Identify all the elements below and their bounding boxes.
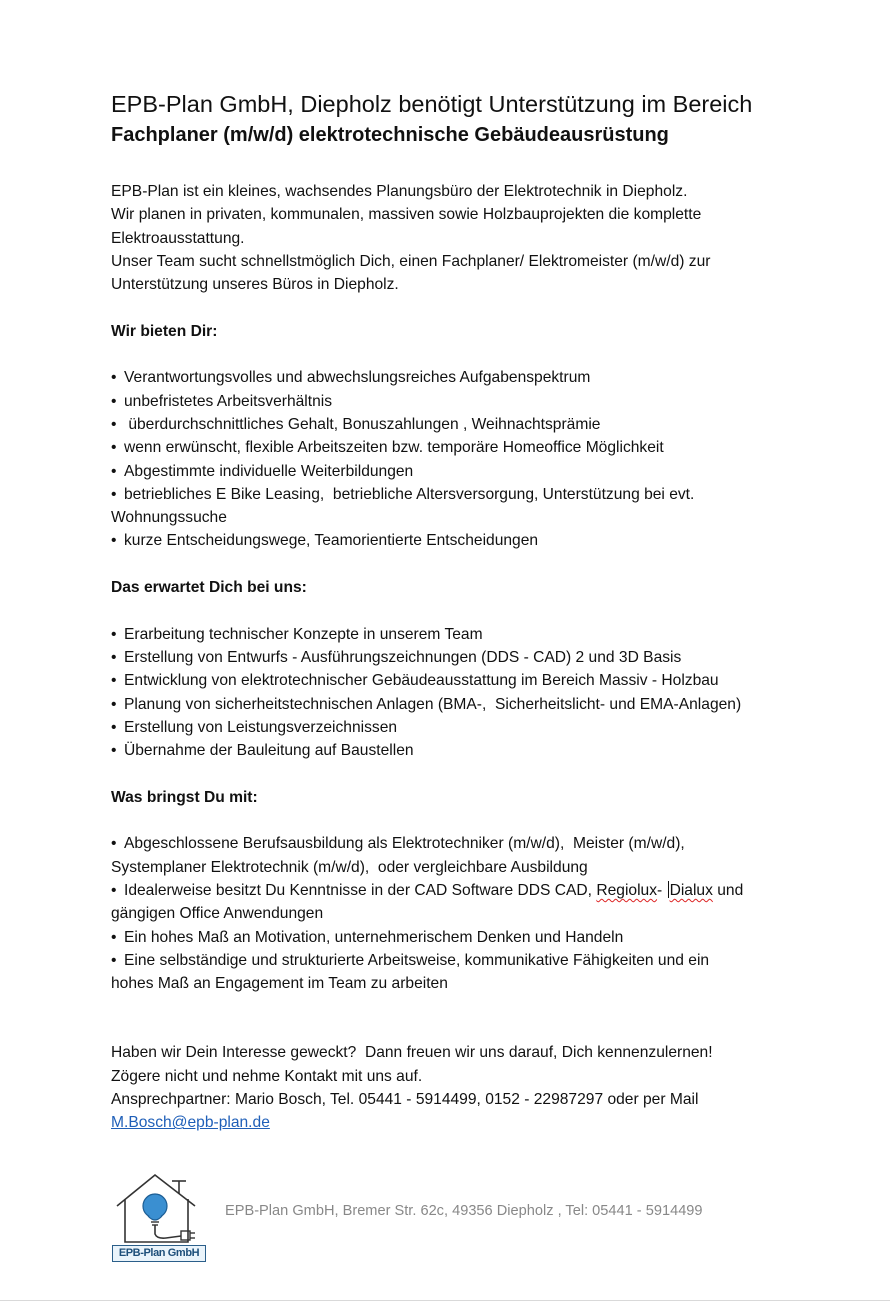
email-link[interactable]: M.Bosch@epb-plan.de [111,1114,270,1132]
bullet-icon: • [111,672,117,690]
intro-line: EPB-Plan ist ein kleines, wachsendes Planungsbüro der Elektrotechnik in Diepholz. [111,183,688,200]
intro-paragraph [111,180,841,296]
bullet-icon: • [111,881,117,899]
closing-line: Ansprechpartner: Mario Bosch, Tel. 05441 - 5914499, 0152 - 22987297 oder per Mail [111,1090,699,1108]
section-title-tasks: Das erwartet Dich bei uns: [111,579,307,597]
list-item: • überdurchschnittliches Gehalt, Bonuszahlungen , Weihnachtsprämie [111,413,841,436]
list-item-continuation: Systemplaner Elektrotechnik (m/w/d), oder vergleichbare Ausbildung [111,858,588,876]
page-bottom-divider [0,1300,890,1301]
bullet-icon: • [111,485,117,503]
misspelled-word[interactable]: Regiolux [596,881,658,899]
list-item-continuation: gängigen Office Anwendungen [111,905,324,923]
list-item-continuation: Wohnungssuche [111,509,227,527]
section-title-profile: Was bringst Du mit: [111,788,258,806]
job-title: Fachplaner (m/w/d) elektrotechnische Gebäudeausrüstung [111,124,669,146]
list-item: • Abgeschlossene Berufsausbildung als Elektrotechniker (m/w/d), Meister (m/w/d), [111,832,841,855]
list-item: • Erstellung von Entwurfs - Ausführungszeichnungen (DDS - CAD) 2 und 3D Basis [111,646,841,669]
bullet-icon: • [111,648,117,666]
footer [111,1172,841,1264]
list-item: • Abgestimmte individuelle Weiterbildungen [111,460,841,483]
offer-list [111,366,841,552]
bullet-icon: • [111,625,117,643]
bullet-icon: • [111,928,117,946]
bullet-icon: • [111,532,117,550]
bullet-icon: • [111,369,117,387]
bullet-icon: • [111,462,117,480]
logo-caption: EPB-Plan GmbH [112,1245,206,1262]
list-item: • kurze Entscheidungswege, Teamorientierte Entscheidungen [111,529,841,552]
intro-line: Unterstützung unseres Büros in Diepholz. [111,276,399,294]
intro-line: Elektroausstattung. [111,229,245,247]
bullet-icon: • [111,951,117,969]
list-item: • Eine selbständige und strukturierte Arbeitsweise, kommunikative Fähigkeiten und ein [111,949,841,972]
footer-address: EPB-Plan GmbH, Bremer Str. 62c, 49356 Diepholz , Tel: 05441 - 5914499 [225,1203,703,1219]
list-item: • Erstellung von Leistungsverzeichnissen [111,716,841,739]
bullet-icon: • [111,742,117,760]
bullet-icon: • [111,695,117,713]
company-logo [111,1172,207,1264]
list-item: • Erarbeitung technischer Konzepte in unserem Team [111,623,841,646]
bullet-icon: • [111,439,117,457]
list-item: • Übernahme der Bauleitung auf Baustellen [111,739,841,762]
list-item-continuation: hohes Maß an Engagement im Team zu arbeiten [111,975,448,993]
section-title-offer: Wir bieten Dir: [111,322,218,340]
profile-list [111,832,841,995]
intro-line: Unser Team sucht schnellstmöglich Dich, einen Fachplaner/ Elektromeister (m/w/d) zur [111,252,711,270]
bullet-icon: • [111,392,117,410]
text-cursor [668,881,669,898]
page-title: EPB-Plan GmbH, Diepholz benötigt Unterstützung im Bereich [111,91,753,117]
list-item: • betriebliches E Bike Leasing, betriebliche Altersversorgung, Unterstützung bei evt. [111,483,841,506]
misspelled-word[interactable]: Dialux [669,881,713,899]
bullet-icon: • [111,415,117,433]
intro-line: Wir planen in privaten, kommunalen, massiven sowie Holzbauprojekten die komplette [111,206,702,224]
list-item: • Idealerweise besitzt Du Kenntnisse in der CAD Software DDS CAD, Regiolux- Dialux und [111,879,841,902]
house-bulb-icon [111,1172,207,1246]
list-item: • Verantwortungsvolles und abwechslungsreiches Aufgabenspektrum [111,366,841,389]
closing-paragraph [111,1041,841,1134]
job-posting [111,88,841,1135]
list-item: • Ein hohes Maß an Motivation, unternehmerischem Denken und Handeln [111,926,841,949]
closing-line: Zögere nicht und nehme Kontakt mit uns auf. [111,1067,423,1085]
list-item: • wenn erwünscht, flexible Arbeitszeiten bzw. temporäre Homeoffice Möglichkeit [111,436,841,459]
list-item: • unbefristetes Arbeitsverhältnis [111,390,841,413]
bullet-icon: • [111,835,117,853]
bullet-icon: • [111,718,117,736]
list-item: • Planung von sicherheitstechnischen Anlagen (BMA-, Sicherheitslicht- und EMA-Anlagen) [111,693,841,716]
list-item: • Entwicklung von elektrotechnischer Gebäudeausstattung im Bereich Massiv - Holzbau [111,669,841,692]
tasks-list [111,623,841,763]
closing-line: Haben wir Dein Interesse geweckt? Dann freuen wir uns darauf, Dich kennenzulernen! [111,1044,713,1062]
